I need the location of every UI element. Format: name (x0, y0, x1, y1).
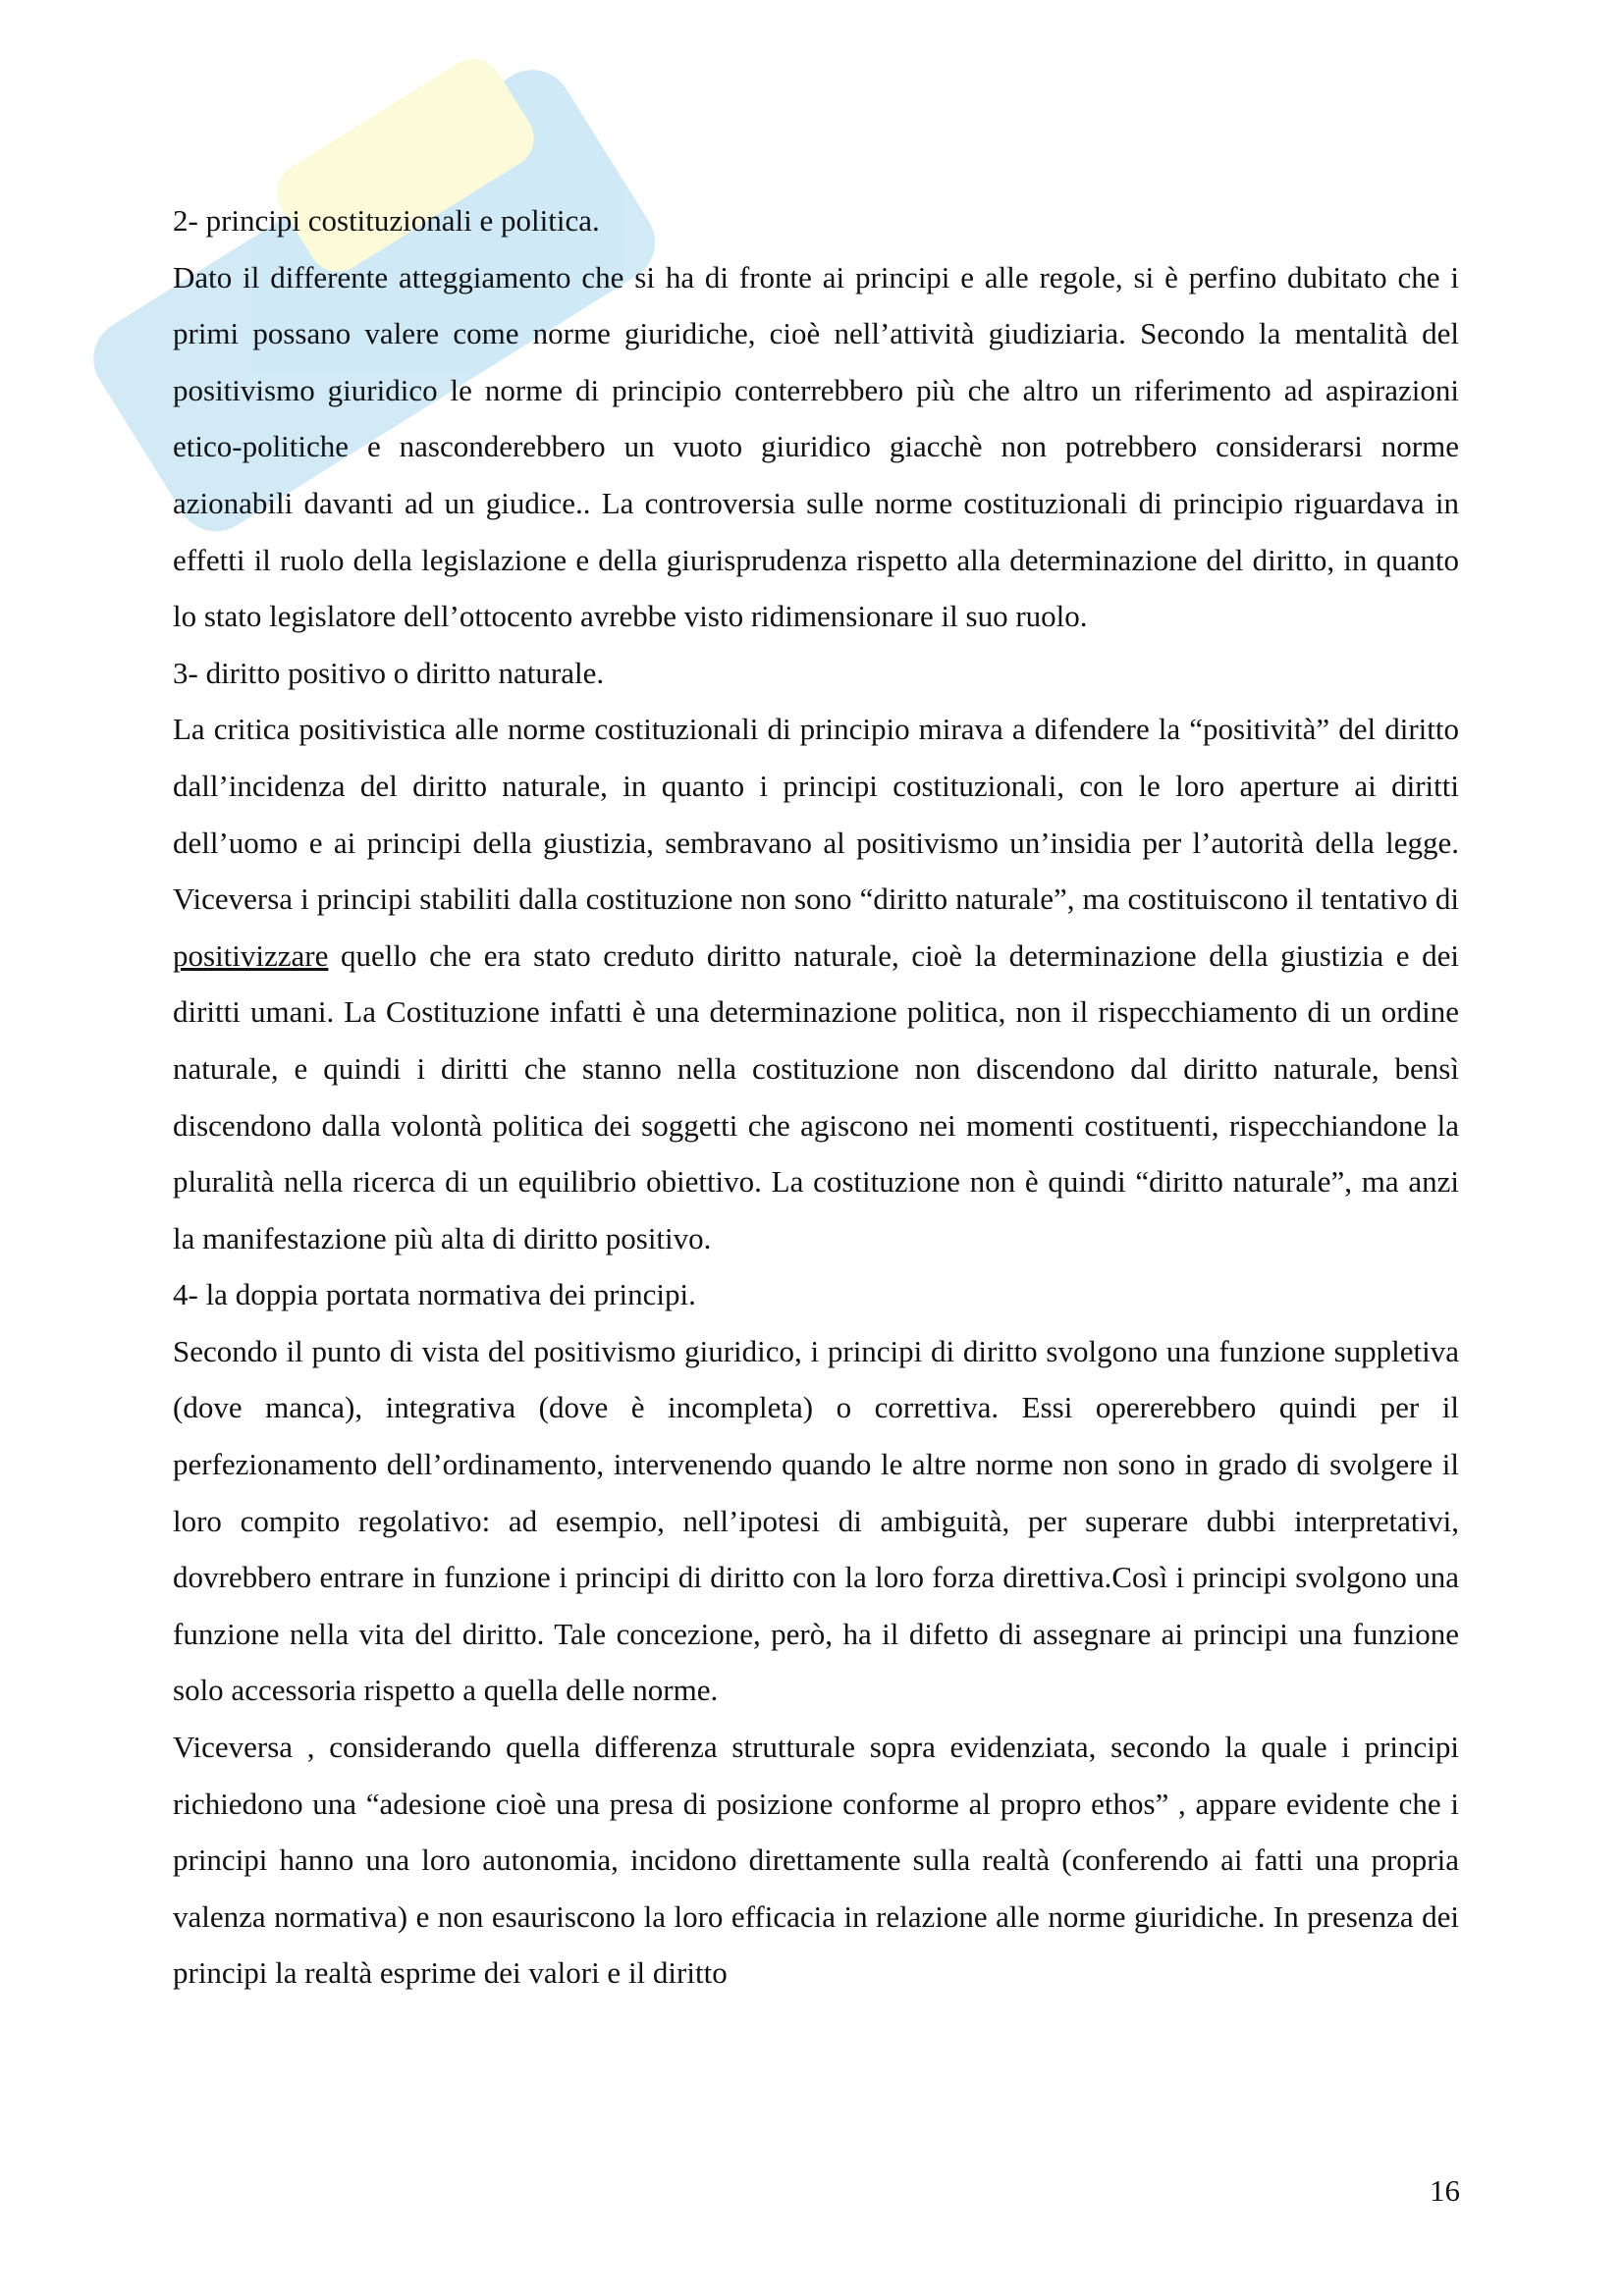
paragraph-text: Viceversa , considerando quella differenza strutturale sopra evidenziata, secondo la quale i principi richiedono una “adesione cioè una presa di posizione conforme al propro ethos” , appare evidente che i principi hanno una loro autonomia, incidono direttamente sulla realtà (conferendo ai fatti una propria valenza normativa) e non esauriscono la loro efficacia in relazione alle norme giuridiche. In presenza dei principi la realtà esprime dei valori e il diritto (173, 1730, 1459, 1991)
document-body (173, 192, 1459, 2002)
paragraph (173, 701, 1459, 1266)
paragraph-text: quello che era stato creduto diritto naturale, cioè la determinazione della giustizia e dei diritti umani. La Costituzione infatti è una determinazione politica, non il rispecchiamento di un ordine naturale, e quindi i diritti che stanno nella costituzione non discendono dal diritto naturale, bensì discendono dalla volontà politica dei soggetti che agiscono nei momenti costituenti, rispecchiandone la pluralità nella ricerca di un equilibrio obiettivo. La costituzione non è quindi “diritto naturale”, ma anzi la manifestazione più alta di diritto positivo. (173, 937, 1459, 1255)
paragraph-text: Secondo il punto di vista del positivismo giuridico, i principi di diritto svolgono una funzione suppletiva (dove manca), integrativa (dove è incompleta) o correttiva. Essi opererebbero quindi per il perfezionamento dell’ordinamento, intervenendo quando le altre norme non sono in grado di svolgere il loro compito regolativo: ad esempio, nell’ipotesi di ambiguità, per superare dubbi interpretativi, dovrebbero entrare in funzione i principi di diritto con la loro forza direttiva.Così i principi svolgono una funzione nella vita del diritto. Tale concezione, però, ha il difetto di assegnare ai principi una funzione solo accessoria rispetto a quella delle norme. (173, 1333, 1459, 1708)
paragraph-text: La critica positivistica alle norme costituzionali di principio mirava a difendere la “positività” del diritto dall’incidenza del diritto naturale, in quanto i principi costituzionali, con le loro aperture ai diritti dell’uomo e ai principi della giustizia, sembravano al positivismo un’insidia per l’autorità della legge. Viceversa i principi stabiliti dalla costituzione non sono “diritto naturale”, ma costituiscono il tentativo di (173, 712, 1459, 917)
paragraph (173, 249, 1459, 645)
section-heading: 4- la doppia portata normativa dei principi. (173, 1277, 696, 1312)
underlined-term: positivizzare (173, 937, 329, 973)
paragraph (173, 1719, 1459, 2002)
paragraph-text: Dato il differente atteggiamento che si ha di fronte ai principi e alle regole, si è perfino dubitato che i primi possano valere come norme giuridiche, cioè nell’attività giudiziaria. Secondo la mentalità del positivismo giuridico le norme di principio conterrebbero più che altro un riferimento ad aspirazioni etico-politiche e nasconderebbero un vuoto giuridico giacchè non potrebbero considerarsi norme azionabili davanti ad un giudice.. La controversia sulle norme costituzionali di principio riguardava in effetti il ruolo della legislazione e della giurisprudenza rispetto alla determinazione del diritto, in quanto lo stato legislatore dell’ottocento avrebbe visto ridimensionare il suo ruolo. (173, 259, 1459, 634)
section-heading: 3- diritto positivo o diritto naturale. (173, 655, 605, 690)
paragraph (173, 1323, 1459, 1719)
page-number: 16 (1430, 2173, 1460, 2208)
section-heading: 2- principi costituzionali e politica. (173, 203, 600, 238)
